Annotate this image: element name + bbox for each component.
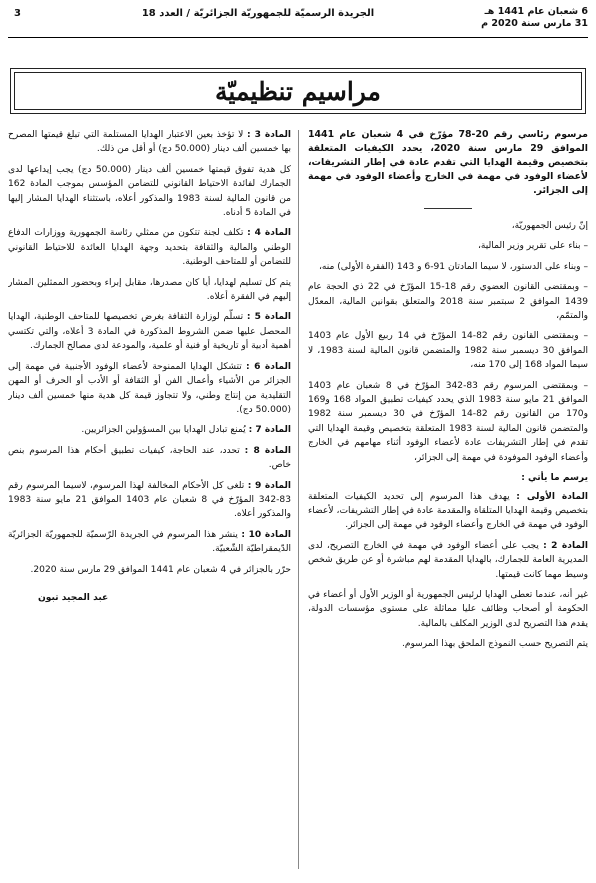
- article-2-para-2: غير أنه، عندما تعطى الهدايا لرئيس الجمهورية أو الوزير الأول أو أعضاء في الحكومة أو أصحاب وظائف عليا مماثلة على مستوى مؤسسات الدولة، يقدم هذا التصريح لدى الوزير المكلف بالمالية.: [308, 589, 588, 629]
- header-date: [481, 6, 588, 30]
- article-9: [8, 479, 291, 522]
- article-7-text: يُمنع تبادل الهدايا بين المسؤولين الجزائريين.: [81, 425, 246, 436]
- article-9-label: المادة 9 :: [247, 480, 291, 491]
- article-2-text: يجب على أعضاء الوفود في مهمة في الخارج التصريح، لدى المديرية العامة للجمارك، بالهدايا المقدمة لهم مباشرة أو عن طريق شخص وسيط مهما كانت قيمتها.: [308, 540, 588, 580]
- article-6-text: تتشكل الهدايا الممنوحة لأعضاء الوفود الأجنبية في مهمة إلى الجزائر من الأشياء وأعمال الفن أو الثقافة أو الأدب أو الحرف أو المهن التقليدية من إنتاج وطني، ولا تتجاوز قيمة كل هدية منها خمسين ألف دينار (50.000 دج).: [8, 361, 291, 415]
- closing-line: حرّر بالجزائر في 4 شعبان عام 1441 الموافق 29 مارس سنة 2020.: [30, 564, 291, 575]
- article-8-label: المادة 8 :: [244, 445, 291, 456]
- article-10: [8, 528, 291, 557]
- article-7-label: المادة 7 :: [248, 425, 291, 436]
- decrees-heading: يرسم ما يأتي :: [521, 473, 588, 484]
- article-1-label: المادة الأولى :: [516, 491, 588, 502]
- journal-title: الجريدة الرسميّة للجمهوريّة الجزائريّة / العدد 18: [141, 8, 375, 19]
- article-2: [308, 539, 588, 582]
- signature: عبد المجيد تبون: [38, 592, 109, 603]
- article-4-para-2: يتم كل تسليم لهدايا، أيا كان مصدرها، مقابل إبراء وبحضور الممثلين المشار إليهم في الفقرة أعلاه.: [8, 277, 291, 303]
- section-banner: [10, 68, 586, 114]
- article-3: [8, 128, 291, 157]
- left-column: [8, 128, 291, 873]
- article-4: [8, 226, 291, 269]
- recital-2: – وبناء على الدستور، لا سيما المادتان 91-6 و 143 (الفقرة الأولى) منه،: [318, 261, 588, 272]
- banner-inner-frame: [14, 72, 582, 110]
- recital-5: – وبمقتضى المرسوم رقم 83-342 المؤرّخ في 8 شعبان عام 1403 الموافق 21 مايو سنة 1983 الذي يحدد كيفيات تطبيق المواد 168 و169 و170 من القانون رقم 82-14 المؤرّخ في 30 ديسمبر سنة 1982 والمتضمن قانون المالية لسنة 1983 المتعلقة بتخصيص وقيمة الهدايا التي تقدم في إطار التشريفات عادة لأعضاء الوفود أثناء مهامهم في الخارج وأعضاء الوفود الموفودة في مهمة إلى الجزائر،: [308, 380, 588, 463]
- page-header: [8, 6, 588, 36]
- recital-4: – وبمقتضى القانون رقم 82-14 المؤرّخ في 14 ربيع الأول عام 1403 الموافق 30 ديسمبر سنة 1982 والمتضمن قانون المالية لسنة 1983، لا سيما المواد 168 إلى 170 منه،: [308, 331, 588, 371]
- recital-3: – وبمقتضى القانون العضوي رقم 18-15 المؤرّخ في 22 ذي الحجة عام 1439 الموافق 2 سبتمبر سنة 2018 والمتعلق بقوانين المالية، المعدّل والمتمّم،: [308, 282, 588, 322]
- article-8: [8, 444, 291, 473]
- article-3-para-2: كل هدية تفوق قيمتها خمسين ألف دينار (50.000 دج) يجب إيداعها لدى الجمارك لفائدة الاحتياط القانوني للتضامن المؤسس بموجب المادة 162 من قانون المالية لسنة 1983 والمذكور أعلاه، باستثناء الهدايا المشار إليها في المادة 5 أدناه.: [8, 164, 291, 219]
- article-10-label: المادة 10 :: [241, 529, 291, 540]
- article-5: [8, 310, 291, 353]
- article-4-label: المادة 4 :: [247, 228, 291, 239]
- article-1-text: يهدف هذا المرسوم إلى تحديد الكيفيات المتعلقة بتخصيص وقيمة الهدايا المتلقاة والمقدمة عادة في إطار التشريفات، لأعضاء الوفود في مهمة في الخارج وأعضاء الوفود في مهمة إلى الجزائر.: [308, 491, 588, 531]
- hijri-date: 6 شعبان عام 1441 هـ: [484, 6, 588, 17]
- article-5-text: تسلّم لوزارة الثقافة بغرض تخصيصها للمتاحف الوطنية، الهدايا المحصل عليها ضمن الشروط المذكورة في المادة 3 أعلاه، والتي تكتسي أهمية أدبية أو تاريخية أو فنية أو علمية، والمودعة لدى مصالح الجمارك.: [8, 312, 291, 352]
- recital-1: – بناء على تقرير وزير المالية،: [477, 241, 588, 252]
- title-separator: [424, 208, 472, 209]
- decree-title: مرسوم رئاسي رقم 20-78 مؤرّخ في 4 شعبان عام 1441 الموافق 29 مارس سنة 2020، يحدد الكيفيات المتعلقة بتخصيص وقيمة الهدايا التي تقدم عادة في إطار التشريفات، لأعضاء الوفود في مهمة في الخارج وأعضاء الوفود في مهمة إلى الجزائر.: [308, 129, 588, 196]
- article-3-label: المادة 3 :: [246, 130, 291, 140]
- article-9-text: تلغى كل الأحكام المخالفة لهذا المرسوم، لاسيما المرسوم رقم 83-342 المؤرّخ في 8 شعبان عام 1403 الموافق 21 مايو سنة 1983 والمذكور أعلاه.: [8, 480, 291, 520]
- column-divider: [298, 130, 299, 869]
- article-2-para-3: يتم التصريح حسب النموذج الملحق بهذا المرسوم.: [401, 639, 588, 650]
- section-title: مراسيم تنظيميّة: [215, 76, 381, 106]
- gregorian-date: 31 مارس سنة 2020 م: [481, 18, 588, 29]
- article-2-label: المادة 2 :: [543, 540, 588, 551]
- article-8-text: تحدد، عند الحاجة، كيفيات تطبيق أحكام هذا المرسوم بنص خاص.: [8, 445, 291, 471]
- intro-line: إنّ رئيس الجمهوريّة،: [511, 221, 588, 231]
- header-rule: [8, 37, 588, 38]
- article-3-text: لا تؤخذ بعين الاعتبار الهدايا المستلمة التي تبلغ قيمتها المصرح بها خمسين ألف دينار (50.000 دج) أو أقل من ذلك.: [8, 130, 291, 155]
- article-7: [8, 423, 291, 437]
- article-4-text: تكلف لجنة تتكون من ممثلي رئاسة الجمهورية ووزارات الدفاع الوطني والمالية والثقافة بتحديد وجهة الهدايا العائدة للاحتياط القانوني للتضامن أو للمتاحف الوطنية.: [8, 228, 291, 268]
- article-1: [308, 490, 588, 533]
- article-5-label: المادة 5 :: [246, 312, 291, 323]
- article-6: [8, 360, 291, 418]
- article-10-text: ينشر هذا المرسوم في الجريدة الرّسميّة للجمهوريّة الجزائريّة الدّيمقراطيّة الشّعبيّة.: [8, 529, 291, 555]
- page-number: 3: [14, 8, 21, 19]
- right-column: [308, 128, 588, 873]
- article-6-label: المادة 6 :: [246, 361, 291, 372]
